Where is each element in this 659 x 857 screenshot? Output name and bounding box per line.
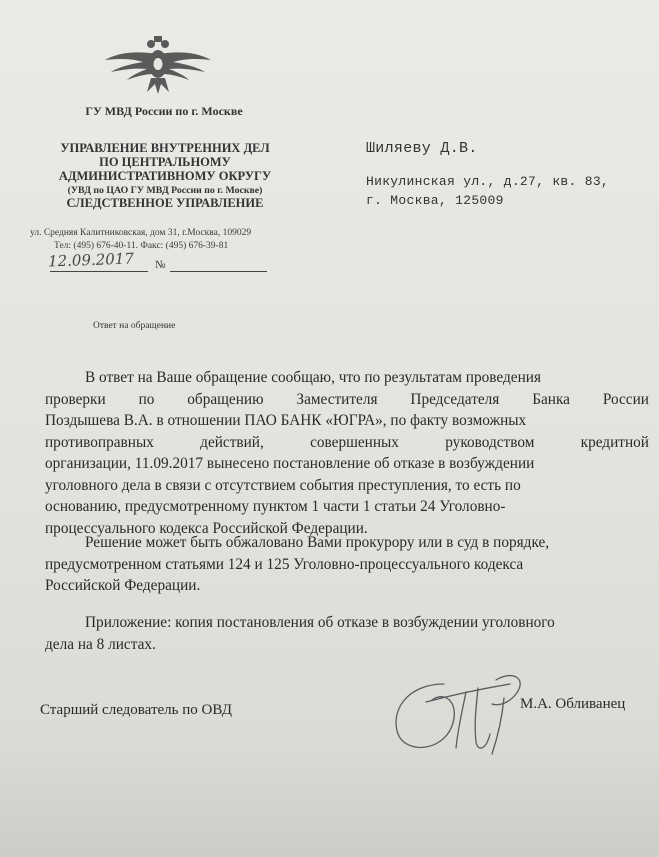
- subject-line: Ответ на обращение: [93, 321, 176, 331]
- paper-shadow: [0, 735, 659, 857]
- dept-line-3: АДМИНИСТРАТИВНОМУ ОКРУГУ: [58, 169, 272, 183]
- p1-line-1: В ответ на Ваше обращение сообщаю, что по результатам проведения: [85, 369, 541, 386]
- dept-line-2: ПО ЦЕНТРАЛЬНОМУ: [99, 155, 231, 169]
- p1-line-4: противоправных действий, совершенных руководством кредитной: [45, 433, 649, 451]
- dept-line-1: УПРАВЛЕНИЕ ВНУТРЕННИХ ДЕЛ: [60, 141, 270, 155]
- p1-line-6: уголовного дела в связи с отсутствием события преступления, то есть по: [45, 476, 521, 494]
- eagle-emblem-icon: [103, 34, 213, 96]
- number-underline: [170, 271, 267, 272]
- addressee-street: Никулинская ул., д.27, кв. 83,: [366, 174, 610, 189]
- p1-line-2: проверки по обращению Заместителя Председателя Банка России: [45, 390, 649, 408]
- signatory-title: Старший следователь по ОВД: [40, 702, 233, 718]
- dept-line-4: (УВД по ЦАО ГУ МВД России по г. Москве): [67, 185, 263, 196]
- p1-line-8: процессуального кодекса Российской Федерации.: [45, 519, 368, 537]
- p2-line-3: Российской Федерации.: [45, 577, 201, 594]
- p1-line-7: основанию, предусмотренному пунктом 1 части 1 статьи 24 Уголовно-: [45, 498, 506, 515]
- dept-line-5: СЛЕДСТВЕННОЕ УПРАВЛЕНИЕ: [66, 196, 264, 210]
- org-line: ГУ МВД России по г. Москве: [85, 104, 243, 118]
- handwritten-date: 12.09.2017: [47, 249, 135, 271]
- addressee-name: Шиляеву Д.В.: [366, 140, 478, 157]
- p2-line-2: предусмотренном статьями 124 и 125 Уголовно-процессуального кодекса: [45, 555, 524, 573]
- addressee-city: г. Москва, 125009: [366, 193, 504, 208]
- paragraph-main: [45, 367, 649, 539]
- paragraph-attachment: [45, 612, 649, 655]
- dept-address: ул. Средняя Калитниковская, дом 31, г.Москва, 109029: [30, 228, 252, 238]
- dept-phones: Тел: (495) 676-40-11. Факс: (495) 676-39-81: [54, 241, 229, 251]
- number-label: №: [155, 259, 166, 271]
- paragraph-appeal: [45, 532, 649, 597]
- p2-line-1: Решение может быть обжаловано Вами прокурору или в суд в порядке,: [85, 534, 550, 551]
- p3-line-2: дела на 8 листах.: [45, 635, 156, 653]
- p3-line-1: Приложение: копия постановления об отказе в возбуждении уголовного: [85, 614, 555, 631]
- signatory-name: М.А. Обливанец: [520, 696, 626, 712]
- date-underline: [50, 271, 148, 272]
- p1-line-3: Поздышева В.А. в отношении ПАО БАНК «ЮГРА», по факту возможных: [45, 412, 527, 429]
- handwritten-signature: [386, 664, 536, 764]
- p1-line-5: организации, 11.09.2017 вынесено постановление об отказе в возбуждении: [45, 455, 535, 472]
